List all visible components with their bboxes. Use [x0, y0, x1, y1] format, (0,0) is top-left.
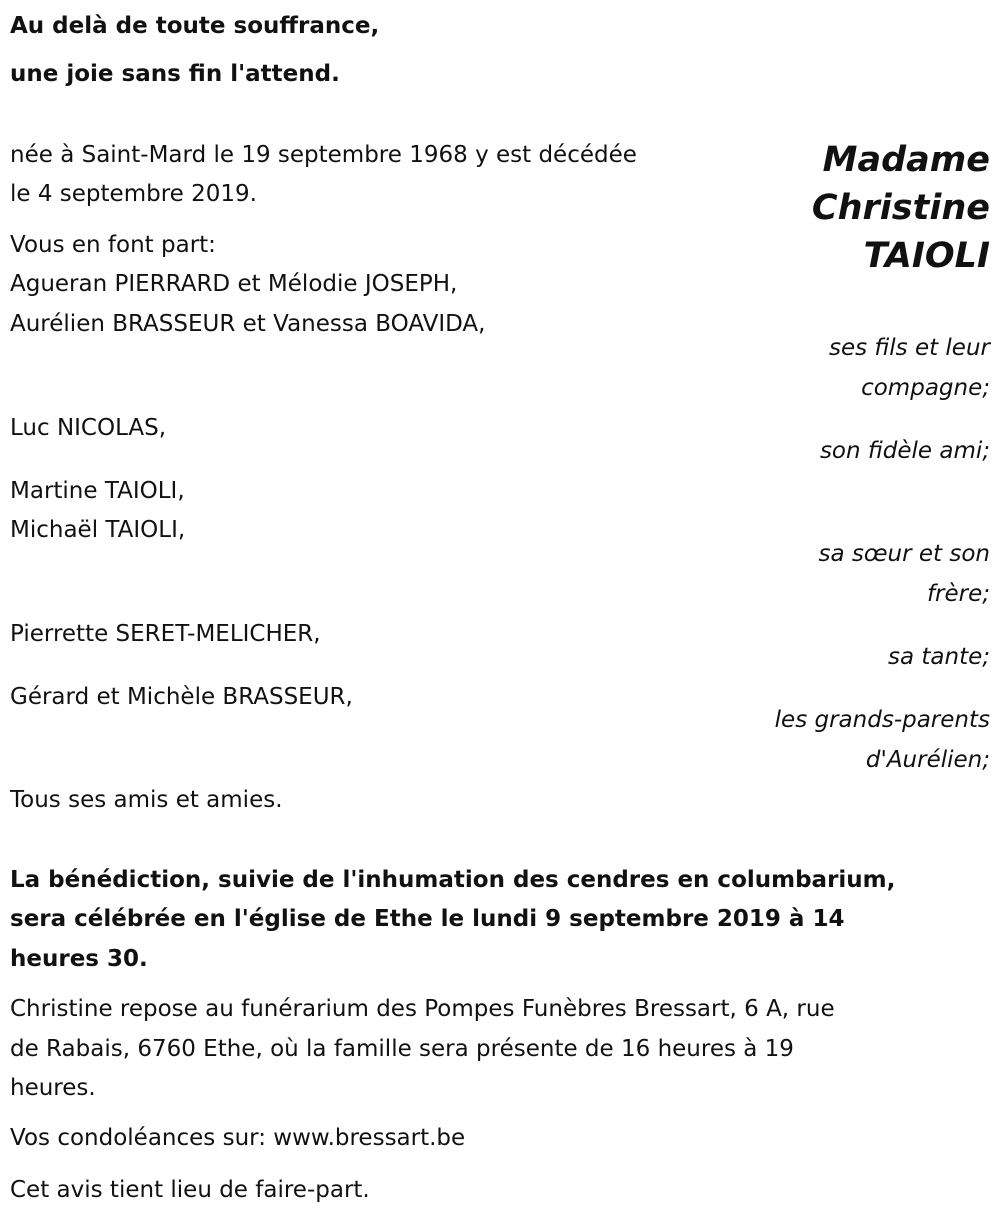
relation-label: sa sœur et son	[818, 541, 990, 567]
family-member: Agueran PIERRARD et Mélodie JOSEPH,	[10, 271, 458, 297]
family-member: Martine TAIOLI,	[10, 478, 185, 504]
funerarium-line-1: Christine repose au funérarium des Pompes Funèbres Bressart, 6 A, rue	[10, 996, 835, 1022]
deceased-last-name: TAIOLI	[863, 236, 990, 276]
relation-label: sa tante;	[888, 644, 990, 670]
relation-label: frère;	[926, 581, 990, 607]
epitaph-line-2: une joie sans fin l'attend.	[10, 61, 340, 87]
deceased-title: Madame	[822, 140, 990, 180]
deceased-first-name: Christine	[811, 188, 990, 228]
ceremony-line-2: sera célébrée en l'église de Ethe le lundi 9 septembre 2019 à 14	[10, 906, 845, 932]
friends-line: Tous ses amis et amies.	[10, 787, 283, 813]
relation-label: son fidèle ami;	[819, 438, 990, 464]
relation-label: compagne;	[861, 375, 990, 401]
ceremony-line-1: La bénédiction, suivie de l'inhumation des cendres en columbarium,	[10, 867, 896, 893]
epitaph-line-1: Au delà de toute souffrance,	[10, 13, 380, 39]
birth-death-line-1: née à Saint-Mard le 19 septembre 1968 y est décédée	[10, 142, 637, 168]
funerarium-line-2: de Rabais, 6760 Ethe, où la famille sera présente de 16 heures à 19	[10, 1036, 794, 1062]
relation-label: d'Aurélien;	[865, 747, 990, 773]
notice-line: Cet avis tient lieu de faire-part.	[10, 1177, 370, 1203]
condolences-line: Vos condoléances sur: www.bressart.be	[10, 1125, 466, 1151]
family-member: Pierrette SERET-MELICHER,	[10, 621, 321, 647]
family-member: Luc NICOLAS,	[10, 415, 167, 441]
announcement-intro: Vous en font part:	[10, 232, 216, 258]
birth-death-line-2: le 4 septembre 2019.	[10, 181, 257, 207]
family-member: Aurélien BRASSEUR et Vanessa BOAVIDA,	[10, 311, 486, 337]
family-member: Michaël TAIOLI,	[10, 517, 186, 543]
family-member: Gérard et Michèle BRASSEUR,	[10, 684, 353, 710]
funerarium-line-3: heures.	[10, 1075, 96, 1101]
relation-label: les grands-parents	[774, 707, 990, 733]
relation-label: ses fils et leur	[828, 335, 990, 361]
ceremony-line-3: heures 30.	[10, 946, 148, 972]
deceased-name	[812, 136, 990, 280]
